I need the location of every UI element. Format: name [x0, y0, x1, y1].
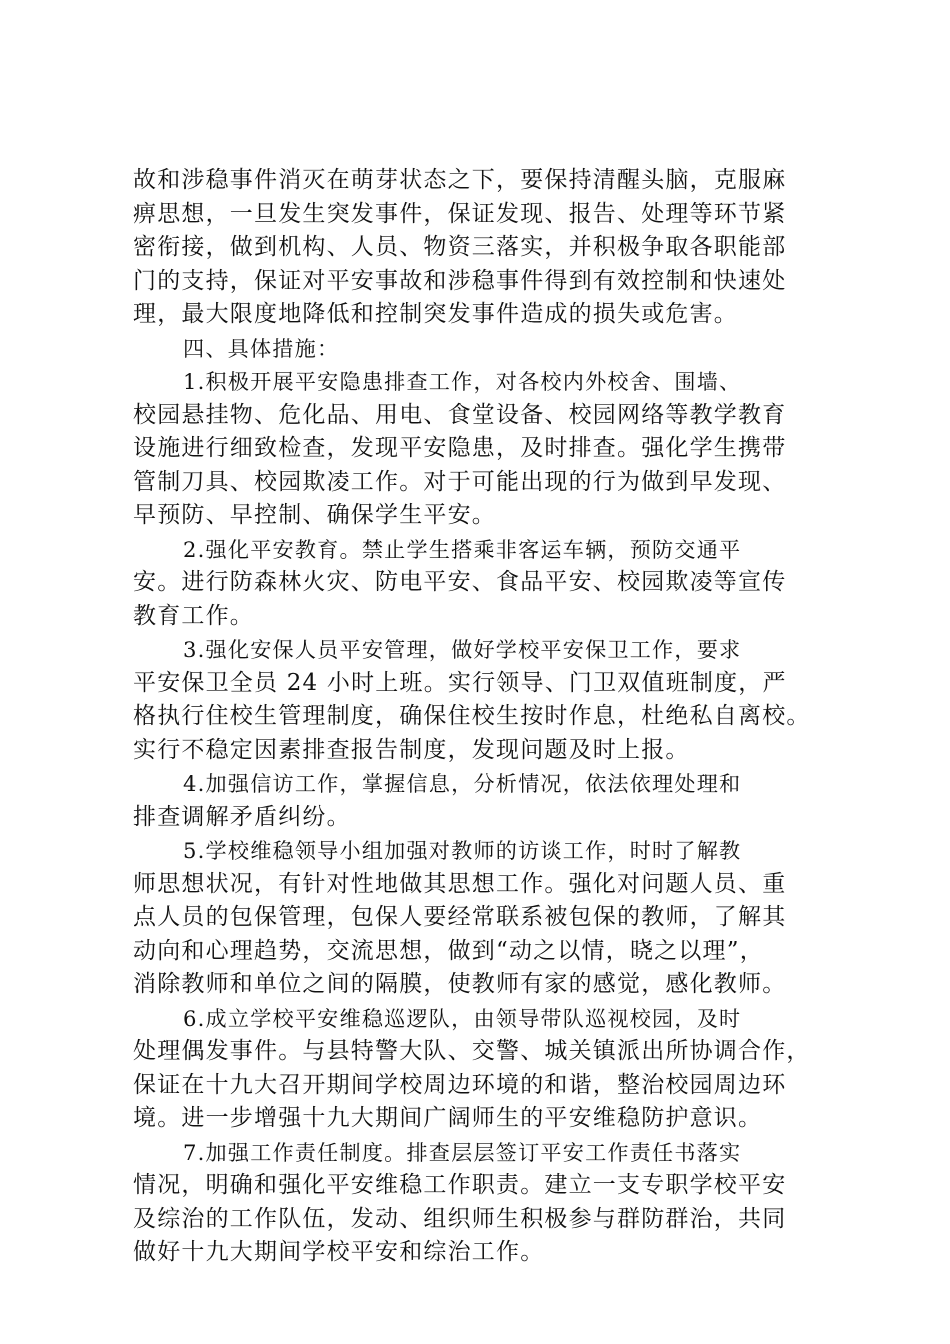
text-line: 平安保卫全员 24 小时上班。实行领导、门卫双值班制度，严 — [133, 669, 787, 696]
text-line: 点人员的包保管理，包保人要经常联系被包保的教师，了解其 — [133, 904, 787, 930]
text-line: 实行不稳定因素排查报告制度，发现问题及时上报。 — [133, 736, 690, 763]
text-line: 保证在十九大召开期间学校周边环境的和谐，整治校园周边环 — [133, 1071, 787, 1098]
text-line: 处理偶发事件。与县特警大队、交警、城关镇派出所协调合作， — [133, 1038, 811, 1064]
text-line: 早预防、早控制、确保学生平安。 — [133, 502, 496, 528]
document-body — [133, 164, 833, 1270]
text-line: 动向和心理趋势，交流思想，做到“动之以情，晓之以理”， — [133, 937, 764, 964]
text-line: 5.学校维稳领导小组加强对教师的访谈工作，时时了解教 — [183, 838, 742, 863]
text-line: 痹思想，一旦发生突发事件，保证发现、报告、处理等环节紧 — [133, 200, 787, 227]
text-line: 设施进行细致检查，发现平安隐患，及时排查。强化学生携带 — [133, 435, 787, 461]
text-line: 管制刀具、校园欺凌工作。对于可能出现的行为做到早发现、 — [133, 468, 787, 495]
text-line: 及综治的工作队伍，发动、组织师生积极参与群防群治，共同 — [133, 1205, 787, 1232]
text-line: 4.加强信访工作，掌握信息，分析情况，依法依理处理和 — [183, 771, 742, 796]
text-line: 师思想状况，有针对性地做其思想工作。强化对问题人员、重 — [133, 870, 787, 897]
text-line: 格执行住校生管理制度，确保住校生按时作息，杜绝私自离校。 — [133, 703, 811, 729]
text-line: 7.加强工作责任制度。排查层层签订平安工作责任书落实 — [183, 1139, 742, 1165]
text-line: 做好十九大期间学校平安和综治工作。 — [133, 1239, 545, 1265]
text-line: 四、具体措施： — [183, 335, 340, 361]
text-line: 排查调解矛盾纠纷。 — [133, 803, 351, 830]
text-line: 安。进行防森林火灾、防电平安、食品平安、校园欺凌等宣传 — [133, 569, 787, 595]
text-line: 6.成立学校平安维稳巡逻队，由领导带队巡视校园，及时 — [183, 1005, 742, 1031]
text-line: 校园悬挂物、危化品、用电、食堂设备、校园网络等教学教育 — [133, 401, 787, 428]
text-line: 门的支持，保证对平安事故和涉稳事件得到有效控制和快速处 — [133, 267, 787, 294]
text-line: 密衔接，做到机构、人员、物资三落实，并积极争取各职能部 — [133, 234, 787, 260]
text-line: 1.积极开展平安隐患排查工作，对各校内外校舍、围墙、 — [183, 369, 742, 394]
text-line: 理，最大限度地降低和控制突发事件造成的损失或危害。 — [133, 301, 738, 327]
text-line: 教育工作。 — [133, 602, 254, 629]
text-line: 3.强化安保人员平安管理，做好学校平安保卫工作，要求 — [183, 637, 742, 662]
text-line: 消除教师和单位之间的隔膜，使教师有家的感觉，感化教师。 — [133, 971, 787, 997]
text-line: 情况，明确和强化平安维稳工作职责。建立一支专职学校平安 — [133, 1172, 787, 1198]
text-line: 境。进一步增强十九大期间广阔师生的平安维稳防护意识。 — [133, 1105, 763, 1131]
text-line: 2.强化平安教育。禁止学生搭乘非客运车辆，预防交通平 — [183, 536, 742, 562]
text-line: 故和涉稳事件消灭在萌芽状态之下，要保持清醒头脑，克服麻 — [133, 167, 787, 193]
